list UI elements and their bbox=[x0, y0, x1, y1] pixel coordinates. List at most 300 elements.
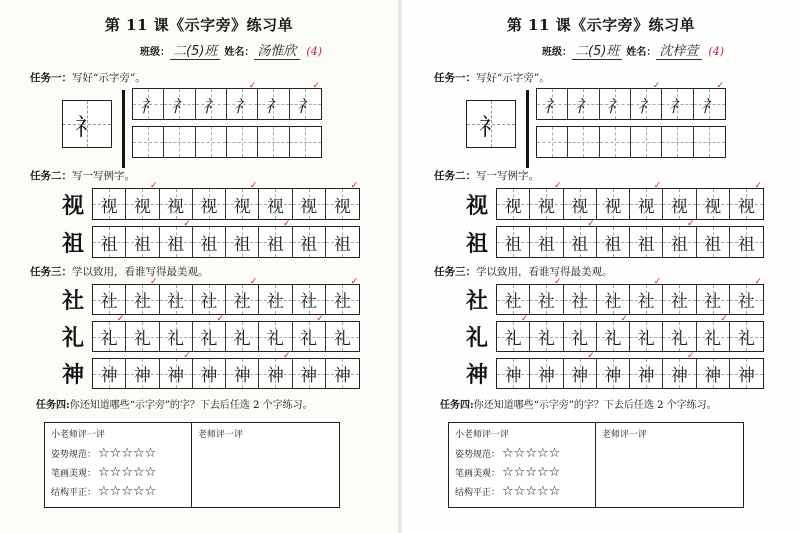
handwritten-char: 社 bbox=[537, 292, 555, 312]
handwritten-char: 礼 bbox=[167, 329, 185, 349]
handwritten-char: 礻 bbox=[543, 96, 561, 117]
handwritten-char: 视 bbox=[200, 196, 218, 217]
practice-cell bbox=[530, 277, 563, 314]
correction-mark: ✓ bbox=[149, 181, 158, 191]
correction-mark: ✓ bbox=[183, 351, 191, 361]
handwritten-char: 社 bbox=[604, 292, 622, 312]
eval-criterion bbox=[449, 463, 595, 482]
handwritten-char: 礻 bbox=[233, 96, 251, 117]
task3-label: 任务三： bbox=[434, 266, 476, 278]
handwritten-char: 社 bbox=[571, 292, 589, 312]
handwritten-char: 社 bbox=[266, 292, 284, 312]
correction-mark: ✓ bbox=[652, 81, 661, 91]
teacher-eval-title: 老师评一评 bbox=[602, 430, 648, 440]
worksheet-right bbox=[402, 0, 800, 533]
empty-cell bbox=[694, 127, 725, 157]
practice-cell bbox=[530, 181, 563, 219]
handwritten-char: 礻 bbox=[668, 96, 686, 117]
practice-cell bbox=[497, 314, 530, 351]
task2-text: 写一写例字。 bbox=[72, 170, 135, 182]
practice-cell bbox=[497, 189, 530, 219]
eval-criterion bbox=[449, 444, 595, 463]
class-label: 班级： bbox=[542, 47, 572, 58]
radical-model-box bbox=[62, 100, 112, 148]
correction-mark: ✓ bbox=[249, 181, 258, 191]
practice-cell bbox=[597, 314, 630, 351]
practice-cell bbox=[564, 189, 597, 219]
practice-cell bbox=[126, 227, 159, 257]
practice-cell bbox=[663, 322, 696, 351]
practice-cell bbox=[93, 285, 126, 314]
practice-cell bbox=[663, 285, 696, 314]
task3-row-0-practice-grid bbox=[92, 277, 360, 315]
handwritten-char: 礻 bbox=[637, 96, 655, 117]
handwritten-char: 社 bbox=[737, 292, 755, 312]
correction-mark: ✓ bbox=[249, 277, 258, 287]
practice-cell bbox=[730, 277, 763, 314]
practice-cell bbox=[293, 314, 326, 351]
name-value: 汤惟欣 bbox=[254, 40, 300, 60]
handwritten-char: 礼 bbox=[537, 329, 555, 349]
handwritten-char: 礻 bbox=[202, 96, 220, 117]
handwritten-char: 礼 bbox=[266, 329, 284, 349]
handwritten-char: 祖 bbox=[737, 234, 755, 255]
empty-cell bbox=[196, 127, 227, 157]
task2-row-0-practice-grid bbox=[496, 181, 764, 220]
empty-cell bbox=[662, 127, 693, 157]
practice-cell bbox=[537, 89, 568, 119]
handwritten-char: 神 bbox=[333, 366, 351, 386]
handwritten-char: 社 bbox=[100, 292, 118, 312]
practice-cell bbox=[697, 314, 730, 351]
practice-cell bbox=[497, 359, 530, 388]
practice-cell bbox=[630, 181, 663, 219]
task4-label: 任务四: bbox=[36, 400, 70, 411]
handwritten-char: 社 bbox=[504, 292, 522, 312]
handwritten-char: 神 bbox=[571, 366, 589, 386]
handwritten-char: 神 bbox=[133, 366, 151, 386]
handwritten-char: 视 bbox=[670, 196, 688, 217]
task1-heading bbox=[30, 70, 146, 85]
correction-mark: ✓ bbox=[587, 351, 595, 361]
student-info bbox=[542, 40, 724, 60]
correction-mark: ✓ bbox=[553, 277, 562, 287]
practice-cell bbox=[193, 189, 226, 219]
task1-text: 写好“示字旁”。 bbox=[476, 72, 550, 84]
handwritten-char: 礼 bbox=[571, 329, 589, 349]
handwritten-char: 礼 bbox=[333, 329, 351, 349]
handwritten-char: 社 bbox=[233, 292, 251, 312]
practice-cell bbox=[93, 314, 126, 351]
divider-bar bbox=[122, 90, 125, 168]
handwritten-char: 神 bbox=[167, 366, 185, 386]
star-rating[interactable]: ☆☆☆☆☆ bbox=[502, 465, 561, 480]
radical-practice-grid bbox=[536, 81, 726, 120]
handwritten-char: 视 bbox=[100, 196, 118, 217]
practice-cell bbox=[530, 227, 563, 257]
handwritten-char: 祖 bbox=[604, 234, 622, 255]
handwritten-char: 神 bbox=[704, 366, 722, 386]
empty-cell bbox=[290, 127, 321, 157]
handwritten-char: 神 bbox=[537, 366, 555, 386]
handwritten-char: 礻 bbox=[296, 96, 314, 117]
correction-mark: ✓ bbox=[587, 219, 595, 229]
task2-row-1-model-char: 祖 bbox=[465, 230, 488, 257]
practice-cell bbox=[564, 285, 597, 314]
handwritten-char: 神 bbox=[637, 366, 655, 386]
practice-cell bbox=[293, 189, 326, 219]
task3-row-0-model-char: 社 bbox=[61, 288, 84, 314]
correction-mark: ✓ bbox=[754, 277, 762, 287]
task2-label: 任务二： bbox=[30, 170, 72, 182]
task3-row-1-model-char: 礼 bbox=[61, 325, 84, 351]
correction-mark: ✓ bbox=[216, 314, 224, 324]
correction-mark: ✓ bbox=[149, 277, 158, 287]
practice-cell bbox=[564, 219, 597, 257]
handwritten-char: 祖 bbox=[100, 234, 118, 255]
handwritten-char: 祖 bbox=[300, 234, 318, 255]
task2-row-0-model-char: 视 bbox=[465, 192, 488, 219]
correction-mark: ✓ bbox=[653, 277, 662, 287]
handwritten-char: 社 bbox=[670, 292, 688, 312]
handwritten-char: 祖 bbox=[704, 234, 722, 255]
task3-row-2-practice-grid bbox=[496, 351, 764, 389]
practice-cell bbox=[630, 322, 663, 351]
practice-cell bbox=[193, 314, 226, 351]
practice-cell bbox=[293, 359, 326, 388]
handwritten-char: 祖 bbox=[167, 234, 185, 255]
handwritten-char: 礼 bbox=[233, 329, 251, 349]
handwritten-char: 礻 bbox=[264, 96, 282, 117]
task4-heading bbox=[36, 396, 313, 411]
practice-cell bbox=[259, 219, 292, 257]
handwritten-char: 神 bbox=[100, 366, 118, 386]
star-rating[interactable]: ☆☆☆☆☆ bbox=[502, 446, 561, 461]
practice-cell bbox=[630, 227, 663, 257]
criterion-label: 笔画美观： bbox=[51, 469, 97, 479]
practice-cell bbox=[631, 81, 662, 119]
eval-criterion bbox=[45, 482, 191, 501]
practice-cell bbox=[259, 285, 292, 314]
correction-mark: ✓ bbox=[183, 219, 191, 229]
class-label: 班级： bbox=[140, 47, 170, 58]
task3-heading bbox=[30, 264, 209, 279]
practice-cell bbox=[326, 277, 359, 314]
task4-heading bbox=[440, 396, 717, 411]
handwritten-char: 视 bbox=[504, 196, 522, 217]
handwritten-char: 视 bbox=[133, 196, 151, 217]
name-value: 沈梓萱 bbox=[656, 40, 702, 60]
empty-cell bbox=[258, 127, 289, 157]
task4-text: 你还知道哪些“示字旁”的字？下去后任选 2 个字练习。 bbox=[473, 400, 717, 411]
task3-row-2-model-char: 神 bbox=[61, 362, 84, 388]
handwritten-char: 神 bbox=[300, 366, 318, 386]
handwritten-char: 礻 bbox=[170, 96, 188, 117]
handwritten-char: 视 bbox=[537, 196, 555, 217]
task2-text: 写一写例字。 bbox=[476, 170, 539, 182]
grade-mark: (4) bbox=[306, 45, 323, 58]
teacher-evaluation bbox=[192, 423, 339, 507]
practice-cell bbox=[226, 322, 259, 351]
practice-cell bbox=[193, 359, 226, 388]
practice-cell bbox=[126, 359, 159, 388]
page-title: 第 11 课《示字旁》练习单 bbox=[506, 16, 696, 34]
task2-row-0-practice-grid bbox=[92, 181, 360, 220]
star-rating[interactable]: ☆☆☆☆☆ bbox=[502, 484, 561, 499]
practice-cell bbox=[227, 81, 258, 119]
name-label: 姓名： bbox=[626, 47, 657, 58]
handwritten-char: 视 bbox=[333, 196, 351, 217]
practice-cell bbox=[564, 351, 597, 388]
practice-cell bbox=[730, 181, 763, 219]
handwritten-char: 视 bbox=[604, 196, 622, 217]
handwritten-char: 社 bbox=[704, 292, 722, 312]
star-rating[interactable]: ☆☆☆☆☆ bbox=[98, 465, 157, 480]
correction-mark: ✓ bbox=[653, 181, 662, 191]
correction-mark: ✓ bbox=[282, 219, 291, 229]
correction-mark: ✓ bbox=[716, 81, 724, 91]
radical-model-box bbox=[466, 100, 516, 148]
practice-cell bbox=[226, 181, 259, 219]
practice-cell bbox=[160, 219, 193, 257]
evaluation-box bbox=[448, 422, 744, 508]
handwritten-char: 祖 bbox=[571, 234, 589, 255]
correction-mark: ✓ bbox=[116, 314, 125, 324]
practice-cell bbox=[730, 359, 763, 388]
handwritten-char: 礼 bbox=[504, 329, 522, 349]
practice-cell bbox=[293, 285, 326, 314]
practice-cell bbox=[93, 359, 126, 388]
handwritten-char: 礼 bbox=[637, 329, 655, 349]
criterion-label: 结构平正： bbox=[51, 488, 97, 498]
handwritten-char: 礻 bbox=[606, 96, 624, 117]
correction-mark: ✓ bbox=[316, 314, 324, 324]
correction-mark: ✓ bbox=[720, 314, 728, 324]
name-label: 姓名： bbox=[224, 47, 255, 58]
criterion-label: 笔画美观： bbox=[455, 469, 501, 479]
handwritten-char: 神 bbox=[737, 366, 755, 386]
practice-cell bbox=[597, 189, 630, 219]
practice-cell bbox=[630, 359, 663, 388]
task2-row-1-practice-grid bbox=[496, 219, 764, 258]
handwritten-char: 祖 bbox=[537, 234, 555, 255]
handwritten-char: 祖 bbox=[266, 234, 284, 255]
correction-mark: ✓ bbox=[620, 314, 628, 324]
practice-cell bbox=[697, 189, 730, 219]
handwritten-char: 礼 bbox=[133, 329, 151, 349]
practice-cell bbox=[326, 359, 359, 388]
correction-mark: ✓ bbox=[282, 351, 291, 361]
handwritten-char: 视 bbox=[266, 196, 284, 217]
task3-row-1-practice-grid bbox=[496, 314, 764, 352]
star-rating[interactable]: ☆☆☆☆☆ bbox=[98, 446, 157, 461]
task2-heading bbox=[30, 168, 135, 183]
practice-cell bbox=[730, 322, 763, 351]
class-value: 二(5)班 bbox=[572, 40, 622, 60]
task4-label: 任务四: bbox=[440, 400, 474, 411]
evaluation-box bbox=[44, 422, 340, 508]
handwritten-char: 社 bbox=[333, 292, 351, 312]
handwritten-char: 礼 bbox=[670, 329, 688, 349]
practice-cell bbox=[326, 227, 359, 257]
practice-cell bbox=[697, 285, 730, 314]
criterion-label: 结构平正： bbox=[455, 488, 501, 498]
handwritten-char: 祖 bbox=[670, 234, 688, 255]
task3-label: 任务三： bbox=[30, 266, 72, 278]
peer-eval-title: 小老师评一评 bbox=[51, 430, 106, 440]
peer-evaluation bbox=[45, 423, 192, 507]
practice-cell bbox=[290, 81, 321, 119]
task3-row-0-practice-grid bbox=[496, 277, 764, 315]
handwritten-char: 祖 bbox=[133, 234, 151, 255]
practice-cell bbox=[497, 285, 530, 314]
practice-cell bbox=[226, 359, 259, 388]
handwritten-char: 视 bbox=[637, 196, 655, 217]
practice-cell bbox=[326, 181, 359, 219]
handwritten-char: 礼 bbox=[604, 329, 622, 349]
practice-cell bbox=[258, 89, 289, 119]
handwritten-char: 视 bbox=[737, 196, 755, 217]
handwritten-char: 社 bbox=[200, 292, 218, 312]
handwritten-char: 礼 bbox=[200, 329, 218, 349]
empty-cell bbox=[227, 127, 258, 157]
handwritten-char: 神 bbox=[233, 366, 251, 386]
radical-empty-grid bbox=[132, 126, 322, 158]
task2-label: 任务二： bbox=[434, 170, 476, 182]
task2-heading bbox=[434, 168, 539, 183]
empty-cell bbox=[631, 127, 662, 157]
practice-cell bbox=[259, 351, 292, 388]
handwritten-char: 神 bbox=[604, 366, 622, 386]
task3-row-0-model-char: 社 bbox=[465, 288, 488, 314]
handwritten-char: 神 bbox=[670, 366, 688, 386]
handwritten-char: 礼 bbox=[737, 329, 755, 349]
practice-cell bbox=[597, 285, 630, 314]
class-value: 二(5)班 bbox=[170, 40, 220, 60]
practice-cell bbox=[697, 227, 730, 257]
practice-cell bbox=[568, 89, 599, 119]
radical-practice-grid bbox=[132, 81, 322, 120]
practice-cell bbox=[193, 227, 226, 257]
task2-row-1-practice-grid bbox=[92, 219, 360, 258]
practice-cell bbox=[497, 227, 530, 257]
correction-mark: ✓ bbox=[686, 351, 695, 361]
handwritten-char: 社 bbox=[167, 292, 185, 312]
practice-cell bbox=[662, 89, 693, 119]
correction-mark: ✓ bbox=[350, 277, 358, 287]
handwritten-char: 社 bbox=[637, 292, 655, 312]
criterion-label: 姿势规范： bbox=[51, 450, 97, 460]
task4-text: 你还知道哪些“示字旁”的字？下去后任选 2 个字练习。 bbox=[69, 400, 313, 411]
practice-cell bbox=[93, 189, 126, 219]
empty-cell bbox=[133, 127, 164, 157]
practice-cell bbox=[597, 227, 630, 257]
handwritten-char: 视 bbox=[167, 196, 185, 217]
teacher-eval-title: 老师评一评 bbox=[198, 430, 244, 440]
empty-cell bbox=[164, 127, 195, 157]
handwritten-char: 礼 bbox=[704, 329, 722, 349]
handwritten-char: 礼 bbox=[100, 329, 118, 349]
peer-eval-title: 小老师评一评 bbox=[455, 430, 510, 440]
practice-cell bbox=[160, 351, 193, 388]
practice-cell bbox=[160, 322, 193, 351]
handwritten-char: 礼 bbox=[300, 329, 318, 349]
student-info bbox=[140, 40, 322, 60]
grade-mark: (4) bbox=[708, 45, 725, 58]
task3-heading bbox=[434, 264, 613, 279]
empty-cell bbox=[568, 127, 599, 157]
empty-cell bbox=[600, 127, 631, 157]
handwritten-char: 视 bbox=[704, 196, 722, 217]
task3-text: 学以致用，看谁写得最美观。 bbox=[476, 266, 613, 278]
worksheet-left bbox=[0, 0, 398, 533]
practice-cell bbox=[530, 359, 563, 388]
handwritten-char: 神 bbox=[200, 366, 218, 386]
practice-cell bbox=[126, 322, 159, 351]
task1-heading bbox=[434, 70, 550, 85]
eval-criterion bbox=[45, 444, 191, 463]
practice-cell bbox=[133, 89, 164, 119]
practice-cell bbox=[600, 89, 631, 119]
criterion-label: 姿势规范： bbox=[455, 450, 501, 460]
correction-mark: ✓ bbox=[686, 219, 695, 229]
handwritten-char: 礻 bbox=[139, 96, 157, 117]
peer-evaluation bbox=[449, 423, 596, 507]
handwritten-char: 神 bbox=[504, 366, 522, 386]
practice-cell bbox=[564, 322, 597, 351]
correction-mark: ✓ bbox=[553, 181, 562, 191]
handwritten-char: 祖 bbox=[233, 234, 251, 255]
handwritten-char: 神 bbox=[266, 366, 284, 386]
handwritten-char: 社 bbox=[300, 292, 318, 312]
handwritten-char: 礻 bbox=[574, 96, 592, 117]
teacher-evaluation bbox=[596, 423, 743, 507]
task3-row-2-practice-grid bbox=[92, 351, 360, 389]
practice-cell bbox=[160, 189, 193, 219]
practice-cell bbox=[160, 285, 193, 314]
handwritten-char: 视 bbox=[571, 196, 589, 217]
task2-row-1-model-char: 祖 bbox=[61, 230, 84, 257]
handwritten-char: 祖 bbox=[504, 234, 522, 255]
task3-text: 学以致用，看谁写得最美观。 bbox=[72, 266, 209, 278]
practice-cell bbox=[126, 277, 159, 314]
practice-cell bbox=[259, 189, 292, 219]
practice-cell bbox=[293, 227, 326, 257]
radical-model-char: 礻 bbox=[75, 112, 99, 141]
practice-cell bbox=[226, 227, 259, 257]
page-title: 第 11 课《示字旁》练习单 bbox=[104, 16, 294, 34]
practice-cell bbox=[259, 322, 292, 351]
handwritten-char: 祖 bbox=[200, 234, 218, 255]
practice-cell bbox=[226, 277, 259, 314]
task2-row-0-model-char: 视 bbox=[61, 192, 84, 219]
divider-bar bbox=[526, 90, 529, 168]
practice-cell bbox=[697, 359, 730, 388]
practice-cell bbox=[164, 89, 195, 119]
handwritten-char: 祖 bbox=[333, 234, 351, 255]
task1-label: 任务一： bbox=[434, 72, 476, 84]
task3-row-2-model-char: 神 bbox=[465, 362, 488, 388]
eval-criterion bbox=[449, 482, 595, 501]
handwritten-char: 社 bbox=[133, 292, 151, 312]
handwritten-char: 礻 bbox=[700, 96, 718, 117]
practice-cell bbox=[93, 227, 126, 257]
practice-cell bbox=[663, 189, 696, 219]
practice-cell bbox=[196, 89, 227, 119]
correction-mark: ✓ bbox=[754, 181, 762, 191]
eval-criterion bbox=[45, 463, 191, 482]
star-rating[interactable]: ☆☆☆☆☆ bbox=[98, 484, 157, 499]
